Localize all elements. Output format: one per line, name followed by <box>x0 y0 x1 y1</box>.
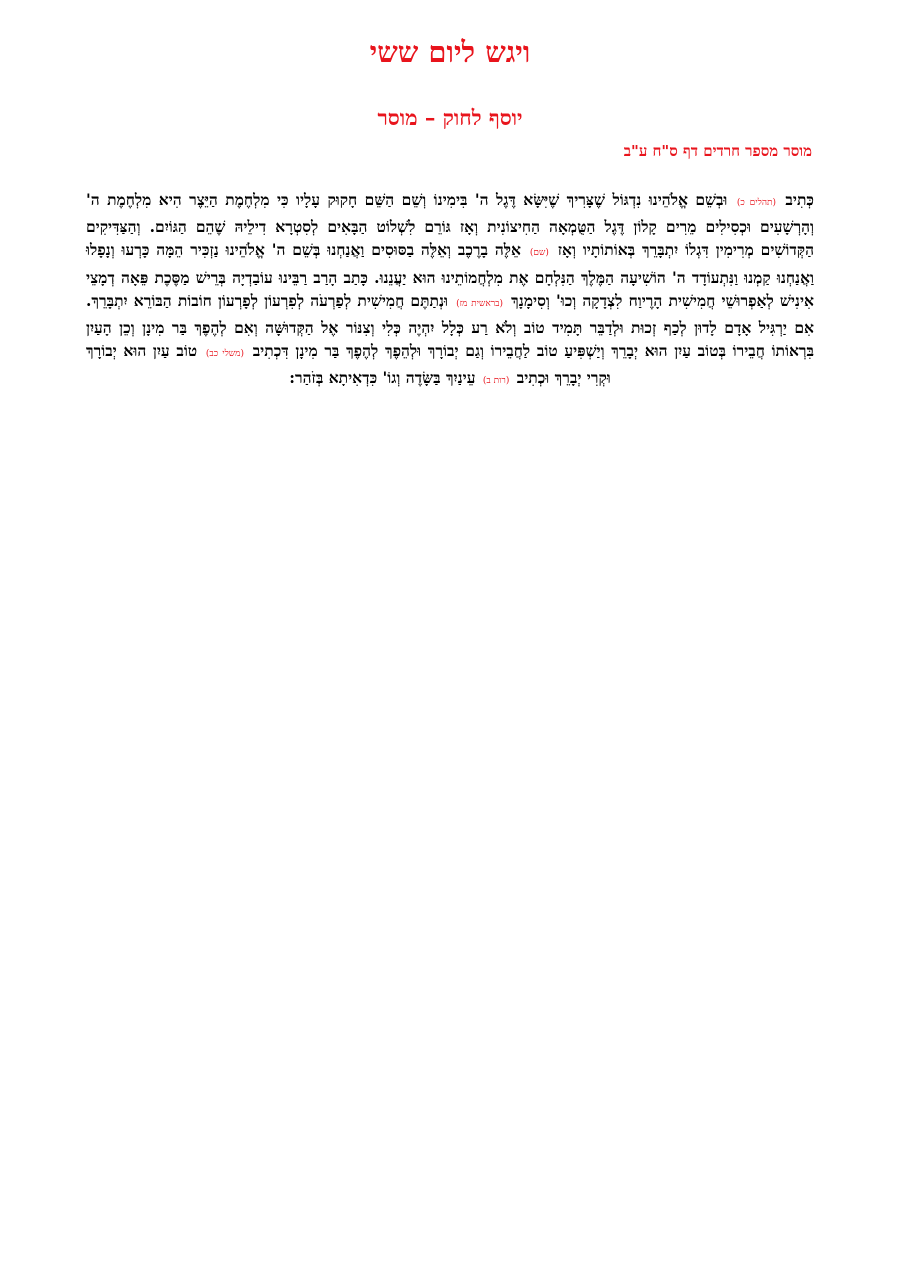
body-paragraph <box>86 188 814 394</box>
paragraph-text: אֵלֶּה בָרֶכֶב וְאֵלֶּה בַסּוּסִים וַאֲנַחְנוּ בְּשֵׁם ה' אֱלֹהֵינוּ נַזְכִּיר הֵמָּה כָּרְעוּ וְנָפָלוּ וַאֲנַחְנוּ קַמְנוּ וַנִּתְעוֹדָד ה' הוֹשִׁיעָה הַמֶּלֶךְ הַנִּלְחָם אֶת מִלְחֲמוֹתֵינוּ הוּא יַעֲנֵנוּ. כָּתַב הָרַב רַבֵּינוּ עוֹבַדְיָה בְּרֵישׁ מַסֶּכֶת פֵּאָה דְמָצֵי אִינִישׁ לְאַפְרוּשֵׁי חֲמִישִׁית הָרֶיוַח לִצְדָקָה וְכוּ' וְסִימָנָךְ <box>86 240 814 310</box>
citation-reference: (משלי כב) <box>205 349 245 360</box>
document-subtitle: יוסף לחוק – מוסר <box>377 105 523 130</box>
paragraph-text: טוֹב עַיִן הוּא יְבוֹרָךְ וּקְרִי יְבָרֵךְ וּכְתִיב <box>86 341 611 388</box>
paragraph-text: וּנְתַתֶּם חֲמִישִׁית לְפַרְעֹה לְפִרְעוֹן לְפָרְעוֹן חוֹבוֹת הַבּוֹרֵא יִתְבָּרֵךְ. אִם יַרְגִּיל אָדָם לָדוּן לְכַף זְכוּת וּלְדַבֵּר תָּמִיד טוֹב וְלֹא רַע כְּלָל יִהְיֶה כְּלִי וְצִנּוֹר אֶל הַקְּדוּשָּׁה וְאִם לְהֶפֶךְ בַּר מִינָן וְכֵן הָעַיִן בִּרְאוֹתוֹ חֲבֵירוֹ בְּטוֹב עַיִן הוּא יְבָרֵךְ וְיַשְׁפִּיעַ טוֹב לַחֲבֵירוֹ וְגַם יְבוֹרָךְ וּלְהֵפֶךְ לְהֶפֶךְ בַּר מִינָן דִּכְתִיב <box>86 290 814 361</box>
paragraph-text: כְּתִיב <box>778 190 814 209</box>
citation-reference: (שם) <box>529 248 549 259</box>
citation-reference: (תהלים כ) <box>736 198 776 208</box>
paragraph-text: וּבְשֵׁם אֱלֹהֵינוּ נִדְגּוֹל שֶׁצָּרִיךְ שֶׁיִּשָּׂא דֶּגֶל ה' בִּימִינוֹ וְשֵׁם הַשֵּׁם חָקוּק עָלָיו כִּי מִלְחֶמֶת הַיֵּצֶר הִיא מִלְחֶמֶת ה' וְהָרְשָׁעִים וּכְסִילִים מֵרִים קָלוֹן דֶּגֶל הַטֻּמְאָה הַחִיצוֹנִית וְאָז גּוֹרֵם לִשְׁלוֹט הַבָּאִים לְסִטְרָא דִילֵיהּ שֶׁהֵם הַגּוֹיִם. וְהַצַּדִּיקִים הַקְּדוֹשִׁים מְרִימִין דִּגְלוֹ יִתְבָּרֵךְ בְּאוֹתוֹתָיו וְאָז <box>86 190 814 260</box>
citation-reference: (רות ב) <box>482 376 510 387</box>
citation-reference: (בראשית מז) <box>456 298 504 309</box>
paragraph-text: עֵינַיִךְ בַּשָּׂדֶה וְגוֹ' כִּדְאִיתָא בְּזֹהַר: <box>289 368 481 388</box>
source-reference: מוסר מספר חרדים דף ס"ח ע"ב <box>623 142 812 160</box>
document-title: ויגש ליום ששי <box>369 35 531 69</box>
